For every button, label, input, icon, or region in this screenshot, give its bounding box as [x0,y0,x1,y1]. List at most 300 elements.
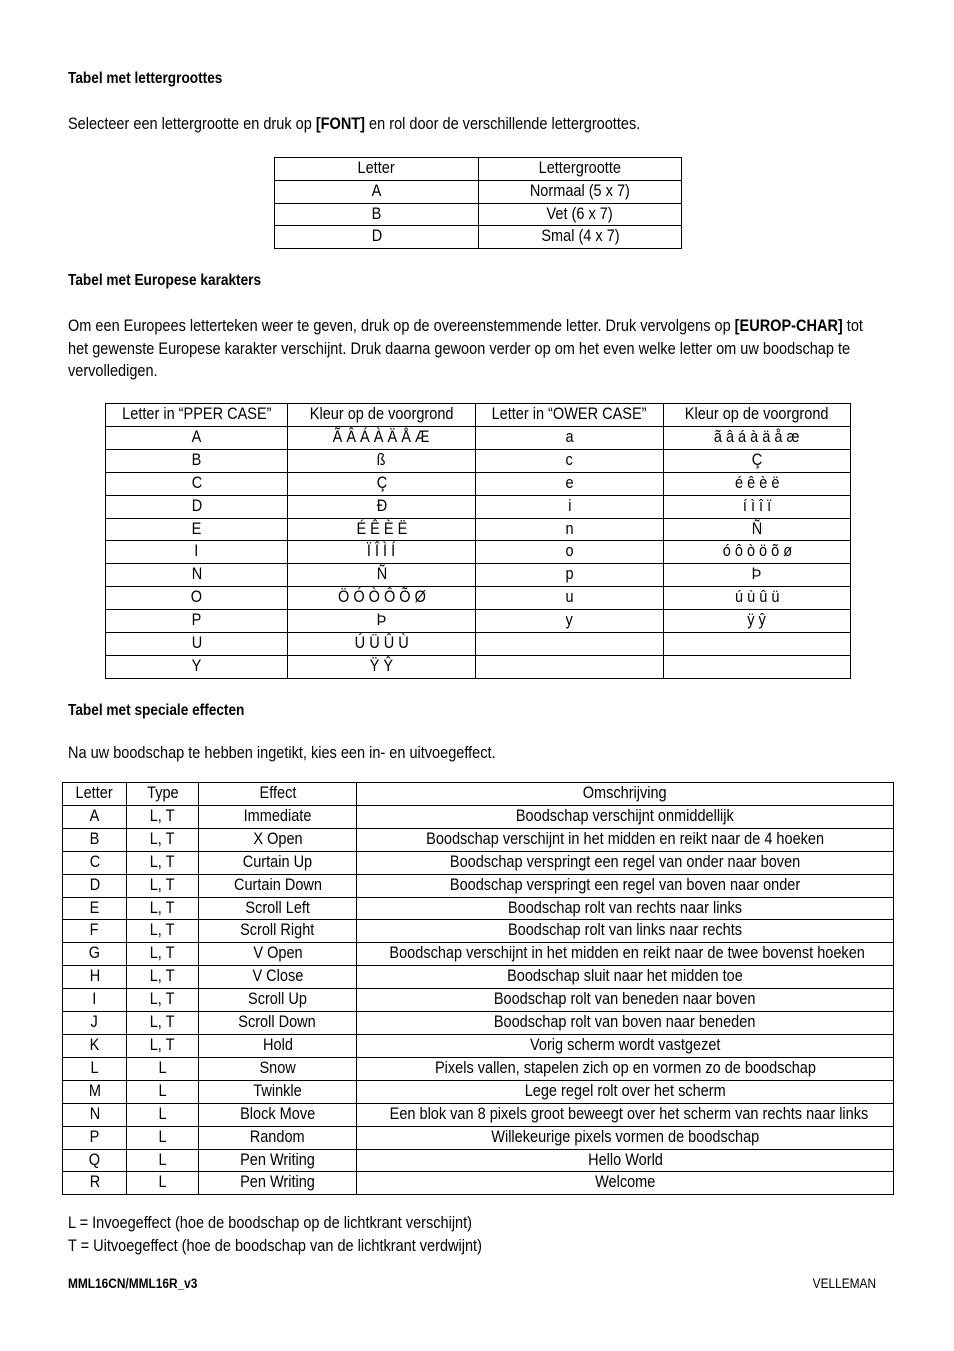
table-row [63,851,894,874]
table-cell [476,655,664,678]
table-cell [199,989,357,1012]
cell-text: c [565,450,574,469]
cell-text: Type [146,784,179,802]
table-cell [199,966,357,989]
table-cell [199,1126,357,1149]
cell-text: Vet (6 x 7) [546,204,614,223]
table-cell [199,1080,357,1103]
table-row [63,966,894,989]
table-row [63,1103,894,1126]
table-row [63,1126,894,1149]
cell-text: ÿ ŷ [747,611,767,630]
table-cell [357,1149,894,1172]
table-cell [63,1126,127,1149]
cell-text: L, T [150,829,175,848]
cell-text: Ç [376,473,387,492]
cell-text: L, T [150,806,175,825]
table-cell [63,1149,127,1172]
cell-text: í ì î ï [742,496,772,515]
cell-text: Pixels vallen, stapelen zich op en vormen zo de boodschap [434,1058,816,1077]
table-row [63,1080,894,1103]
cell-text: Ú Ü Û Ù [354,634,409,653]
table-cell [63,805,127,828]
table-cell [275,203,479,226]
table-cell [479,180,682,203]
cell-text: Ç [751,450,763,469]
cell-text: A [191,427,202,446]
cell-text: o [565,542,574,561]
table-cell [476,449,664,472]
cell-text: B [191,450,202,469]
table-cell [63,1080,127,1103]
cell-text: Ï Î Ì Í [367,542,396,561]
table-cell [664,495,851,518]
table-cell [664,587,851,610]
cell-text: Lege regel rolt over het scherm [524,1081,726,1100]
table-cell [288,587,476,610]
table-cell [357,1103,894,1126]
table-cell [476,426,664,449]
table-row [63,828,894,851]
table-cell [664,472,851,495]
footer-model: MML16CN/MML16R_v3 [68,1276,198,1291]
table-cell [106,541,288,564]
table-cell [106,449,288,472]
table-cell [106,518,288,541]
table-row [63,805,894,828]
table-cell [199,874,357,897]
table-cell [664,518,851,541]
cell-text: L, T [150,990,175,1009]
table-cell [664,564,851,587]
cell-text: ß [377,450,386,469]
table-row [106,564,851,587]
table-row [275,180,682,203]
table-cell [664,655,851,678]
cell-text: B [89,829,100,848]
table-cell [199,828,357,851]
cell-text: M [88,1081,101,1100]
table-cell [476,495,664,518]
table-cell [664,541,851,564]
table-cell [199,943,357,966]
table-cell [63,920,127,943]
cell-text: ó ô ò ö õ ø [722,542,792,561]
cell-text: Snow [259,1058,296,1077]
cell-text: Scroll Right [240,921,315,940]
cell-text: Boodschap verspringt een regel van onder naar boven [449,852,801,871]
table-cell [127,1080,199,1103]
cell-text: Boodschap verschijnt in het midden en reikt naar de twee bovenst hoeken [389,944,865,963]
table-cell [127,1103,199,1126]
cell-text: n [565,519,574,538]
cell-text: Ö Ó Ò Ô Õ Ø [337,588,426,607]
cell-text: J [90,1013,99,1032]
cell-text: Pen Writing [240,1173,315,1192]
table-row [63,1012,894,1035]
table-row [106,587,851,610]
table-row [106,426,851,449]
table-header-cell [476,404,664,427]
cell-text: Vorig scherm wordt vastgezet [529,1035,721,1054]
cell-text: N [89,1104,100,1123]
cell-text: U [191,634,202,653]
cell-text: e [565,473,574,492]
table-header-row [275,158,682,181]
cell-text: u [565,588,574,607]
cell-text: Letter in “PPER CASE” [121,405,272,423]
intro-key: [EUROP-CHAR] [734,317,843,335]
cell-text: Letter [75,784,114,802]
table-cell [476,518,664,541]
table-cell [288,541,476,564]
cell-text: K [89,1035,100,1054]
table-cell [288,472,476,495]
table-cell [127,851,199,874]
table-row [63,989,894,1012]
table-cell [106,610,288,633]
cell-text: Boodschap rolt van rechts naar links [507,898,743,917]
european-chars-intro [68,315,864,383]
cell-text: Omschrijving [583,784,667,802]
cell-text: Boodschap sluit naar het midden toe [507,967,743,986]
table-cell [476,587,664,610]
cell-text: Immediate [243,806,312,825]
table-row [63,1034,894,1057]
cell-text: Ñ [751,519,763,538]
table-row [275,203,682,226]
cell-text: L, T [150,921,175,940]
cell-text: X Open [252,829,303,848]
cell-text: Lettergrootte [538,159,622,177]
effects-table [62,782,894,1195]
table-cell [199,1012,357,1035]
table-cell [199,805,357,828]
cell-text: Letter [357,159,396,177]
cell-text: Pen Writing [240,1150,315,1169]
cell-text: Curtain Down [233,875,322,894]
table-cell [664,426,851,449]
cell-text: Ã Â Á À Ä Å Æ [333,427,430,446]
cell-text: Scroll Left [245,898,310,917]
cell-text: Ÿ Ŷ [369,656,394,675]
table-row [63,874,894,897]
table-cell [106,472,288,495]
table-cell [357,1172,894,1195]
effects-heading: Tabel met speciale effecten [68,702,245,719]
european-chars-heading: Tabel met Europese karakters [68,272,262,289]
table-cell [127,1012,199,1035]
cell-text: L, T [150,875,175,894]
table-cell [357,897,894,920]
cell-text: É Ê È Ë [356,519,407,538]
table-row [106,449,851,472]
cell-text: Een blok van 8 pixels groot beweegt over het scherm van rechts naar links [389,1104,869,1123]
table-row [63,920,894,943]
table-cell [127,1126,199,1149]
table-cell [476,564,664,587]
table-cell [63,1172,127,1195]
table-cell [357,851,894,874]
table-cell [199,897,357,920]
table-cell [63,943,127,966]
cell-text: P [191,611,202,630]
table-cell [357,1034,894,1057]
table-row [106,541,851,564]
cell-text: N [191,565,202,584]
table-cell [199,1034,357,1057]
cell-text: Twinkle [253,1081,302,1100]
cell-text: L, T [150,944,175,963]
table-cell [63,1034,127,1057]
cell-text: G [88,944,101,963]
cell-text: Boodschap rolt van boven naar beneden [494,1013,756,1032]
table-cell [63,874,127,897]
cell-text: Ñ [376,565,387,584]
intro-text: Om een Europees letterteken weer te geven, druk op de overeenstemmende letter. Druk vervolgens op [68,317,735,335]
table-cell [288,655,476,678]
cell-text: Þ [376,611,387,630]
cell-text: C [191,473,202,492]
table-cell [664,633,851,656]
table-cell [106,633,288,656]
table-cell [476,633,664,656]
effects-legend-l: L = Invoegeffect (hoe de boodschap op de lichtkrant verschijnt) [68,1214,473,1232]
table-header-cell [275,158,479,181]
table-cell [127,1149,199,1172]
table-cell [127,1034,199,1057]
table-cell [127,966,199,989]
table-cell [127,805,199,828]
cell-text: Kleur op de voorgrond [309,405,454,423]
table-cell [479,226,682,249]
cell-text: Boodschap rolt van beneden naar boven [494,990,756,1009]
font-size-heading: Tabel met lettergroottes [68,70,223,87]
cell-text: L [158,1127,167,1146]
cell-text: L [158,1081,167,1100]
table-cell [199,851,357,874]
cell-text: O [190,588,203,607]
table-cell [63,1012,127,1035]
intro-text-end: en rol door de verschillende lettergroottes. [365,115,641,133]
table-cell [357,828,894,851]
cell-text: Scroll Up [248,990,307,1009]
table-cell [63,989,127,1012]
table-cell [357,1080,894,1103]
font-size-table [274,157,682,249]
cell-text: I [92,990,97,1009]
table-cell [288,495,476,518]
cell-text: L [90,1058,99,1077]
table-row [63,1057,894,1080]
table-header-cell [288,404,476,427]
cell-text: Hello World [587,1150,663,1169]
cell-text: A [371,181,382,200]
cell-text: Random [250,1127,305,1146]
cell-text: Normaal (5 x 7) [529,181,631,200]
cell-text: ú ù û ü [734,588,780,607]
intro-text: Selecteer een lettergrootte en druk op [68,115,316,133]
table-cell [357,1057,894,1080]
table-cell [288,518,476,541]
cell-text: E [191,519,202,538]
cell-text: L, T [150,898,175,917]
cell-text: Smal (4 x 7) [540,227,620,246]
table-cell [106,495,288,518]
table-cell [127,1057,199,1080]
cell-text: L [158,1058,167,1077]
table-cell [127,920,199,943]
cell-text: A [89,806,100,825]
table-cell [288,633,476,656]
cell-text: Boodschap verspringt een regel van boven naar onder [449,875,801,894]
cell-text: R [89,1173,100,1192]
cell-text: L [158,1173,167,1192]
table-cell [476,610,664,633]
table-cell [476,472,664,495]
table-header-row [63,783,894,806]
table-cell [106,564,288,587]
table-header-cell [63,783,127,806]
table-cell [127,897,199,920]
cell-text: Boodschap verschijnt in het midden en reikt naar de 4 hoeken [426,829,824,848]
cell-text: Effect [259,784,296,802]
table-header-cell [127,783,199,806]
cell-text: Boodschap verschijnt onmiddellijk [516,806,734,825]
cell-text: Y [191,656,202,675]
table-row [63,897,894,920]
cell-text: L, T [150,967,175,986]
cell-text: Đ [376,496,387,515]
table-cell [357,920,894,943]
table-row [106,518,851,541]
table-cell [127,874,199,897]
cell-text: a [565,427,574,446]
table-cell [63,1057,127,1080]
cell-text: H [89,967,100,986]
table-cell [63,828,127,851]
cell-text: Þ [752,565,762,584]
cell-text: Block Move [239,1104,316,1123]
cell-text: B [371,204,382,223]
table-cell [63,851,127,874]
cell-text: Letter in “OWER CASE” [492,405,647,423]
cell-text: Welcome [594,1173,656,1192]
table-cell [199,1057,357,1080]
table-cell [106,655,288,678]
table-cell [199,1149,357,1172]
footer-brand: VELLEMAN [812,1276,876,1291]
table-header-row [106,404,851,427]
table-row [106,655,851,678]
cell-text: D [191,496,202,515]
european-chars-table [105,403,851,679]
table-row [106,633,851,656]
table-cell [275,180,479,203]
cell-text: I [194,542,199,561]
table-cell [479,203,682,226]
table-row [63,1149,894,1172]
table-header-cell [664,404,851,427]
table-cell [664,610,851,633]
cell-text: p [565,565,574,584]
cell-text: Scroll Down [238,1013,317,1032]
table-cell [275,226,479,249]
effects-legend-t: T = Uitvoegeffect (hoe de boodschap van de lichtkrant verdwijnt) [68,1237,482,1255]
table-row [63,943,894,966]
table-cell [127,989,199,1012]
table-cell [127,828,199,851]
intro-key: [FONT] [315,115,366,133]
table-cell [357,805,894,828]
table-cell [357,943,894,966]
cell-text: Willekeurige pixels vormen de boodschap [491,1127,759,1146]
table-cell [63,897,127,920]
table-cell [63,966,127,989]
cell-text: V Open [252,944,303,963]
table-cell [288,610,476,633]
table-cell [63,1103,127,1126]
intro-text-end: tot het gewenste Europese karakter verschijnt. Druk daarna gewoon verder op om het even welke letter om uw boodschap te vervolledigen. [68,317,863,380]
cell-text: F [90,921,99,940]
font-size-intro [68,113,860,136]
cell-text: P [89,1127,100,1146]
table-cell [476,541,664,564]
cell-text: D [89,875,100,894]
cell-text: D [371,227,382,246]
table-cell [357,1012,894,1035]
cell-text: L [158,1104,167,1123]
table-cell [357,966,894,989]
table-cell [199,920,357,943]
table-cell [199,1172,357,1195]
table-cell [664,449,851,472]
table-cell [357,874,894,897]
table-header-cell [357,783,894,806]
cell-text: E [89,898,100,917]
table-cell [288,426,476,449]
table-row [63,1172,894,1195]
cell-text: L, T [150,852,175,871]
table-cell [106,426,288,449]
table-cell [127,943,199,966]
cell-text: i [567,496,572,515]
table-cell [357,989,894,1012]
cell-text: C [89,852,100,871]
table-header-cell [199,783,357,806]
effects-intro: Na uw boodschap te hebben ingetikt, kies een in- en uitvoegeffect. [68,744,496,762]
table-row [106,495,851,518]
table-cell [106,587,288,610]
cell-text: y [565,611,574,630]
cell-text: Curtain Up [242,852,313,871]
table-cell [357,1126,894,1149]
table-cell [288,449,476,472]
table-header-cell [106,404,288,427]
table-cell [288,564,476,587]
table-row [275,226,682,249]
cell-text: Boodschap rolt van links naar rechts [507,921,743,940]
cell-text: L [158,1150,167,1169]
cell-text: ã â á à ä å æ [714,427,800,446]
table-cell [127,1172,199,1195]
cell-text: é ê è ë [734,473,780,492]
cell-text: V Close [252,967,303,986]
cell-text: L, T [150,1035,175,1054]
table-header-cell [479,158,682,181]
cell-text: Hold [262,1035,293,1054]
cell-text: L, T [150,1013,175,1032]
